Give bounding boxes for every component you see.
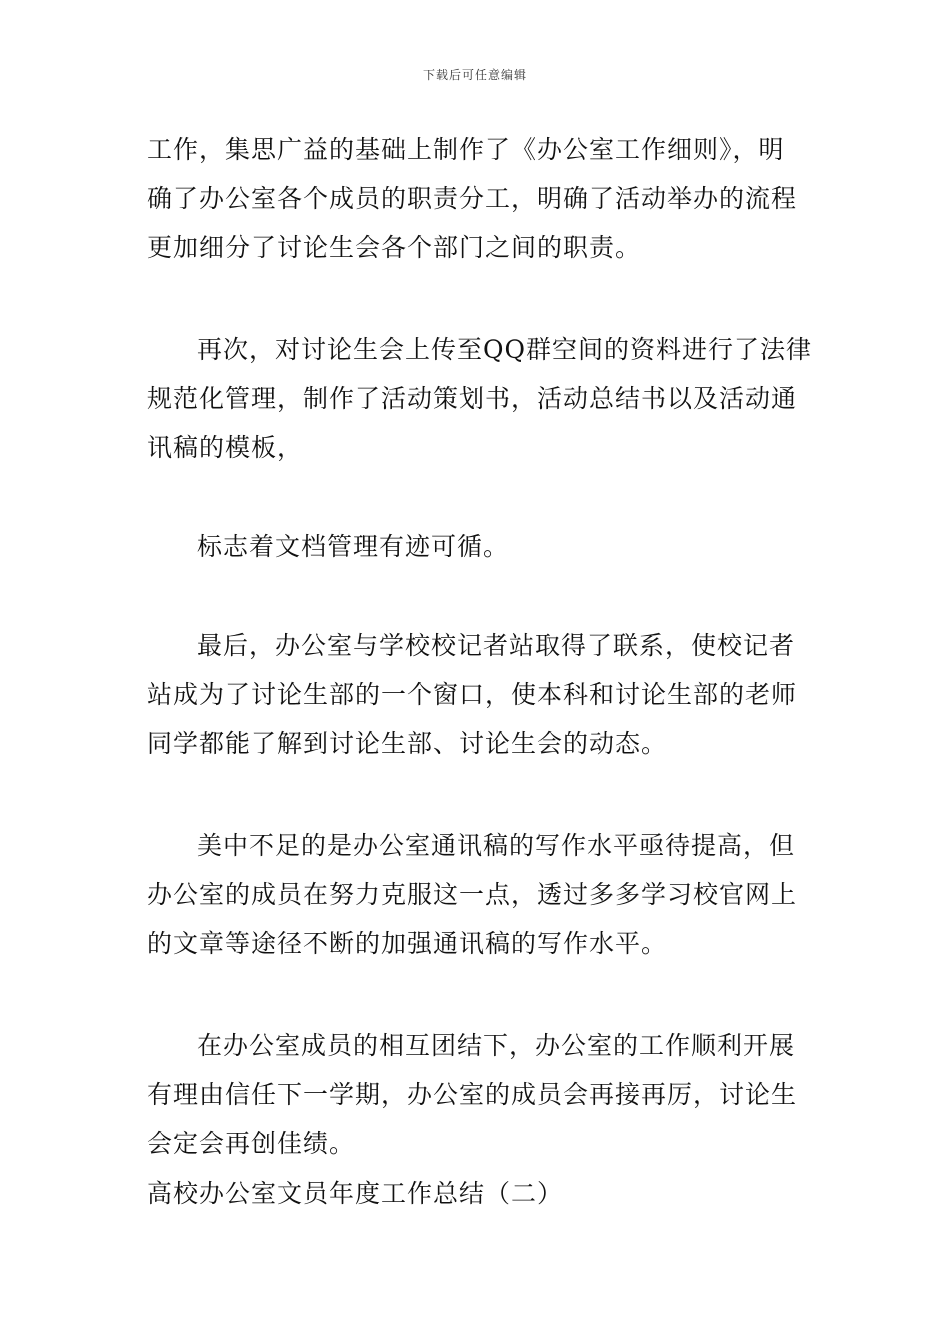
paragraph-line: 标志着文档管理有迹可循。 (197, 532, 510, 561)
paragraph-line: 美中不足的是办公室通讯稿的写作水平亟待提高，但 (197, 831, 796, 860)
page-header: 下载后可任意编辑 (422, 68, 527, 82)
paragraph-line: 站成为了讨论生部的一个窗口，使本科和讨论生部的老师 (147, 680, 798, 709)
paragraph-line: 更加细分了讨论生会各个部门之间的职责。 (147, 233, 642, 262)
paragraph-line: 再次，对讨论生会上传至QQ群空间的资料进行了法律 (197, 335, 812, 364)
paragraph-line: 讯稿的模板， (147, 433, 304, 462)
paragraph-line: 在办公室成员的相互团结下，办公室的工作顺利开展 (197, 1031, 796, 1060)
paragraph-line: 会定会再创佳绩。 (147, 1129, 356, 1158)
paragraph-line: 有理由信任下一学期，办公室的成员会再接再厉，讨论生 (147, 1080, 798, 1109)
paragraph-line: 的文章等途径不断的加强通讯稿的写作水平。 (147, 929, 668, 958)
paragraph-line: 办公室的成员在努力克服这一点，透过多多学习校官网上 (147, 880, 798, 909)
paragraph-line: 同学都能了解到讨论生部、讨论生会的动态。 (147, 729, 668, 758)
paragraph-line: 确了办公室各个成员的职责分工，明确了活动举办的流程 (147, 184, 798, 213)
paragraph-line: 规范化管理，制作了活动策划书，活动总结书以及活动通 (147, 384, 798, 413)
section-heading: 高校办公室文员年度工作总结（二） (147, 1179, 564, 1208)
paragraph-line: 工作，集思广益的基础上制作了《办公室工作细则》，明 (147, 135, 785, 164)
paragraph-line: 最后，办公室与学校校记者站取得了联系，使校记者 (197, 631, 796, 660)
